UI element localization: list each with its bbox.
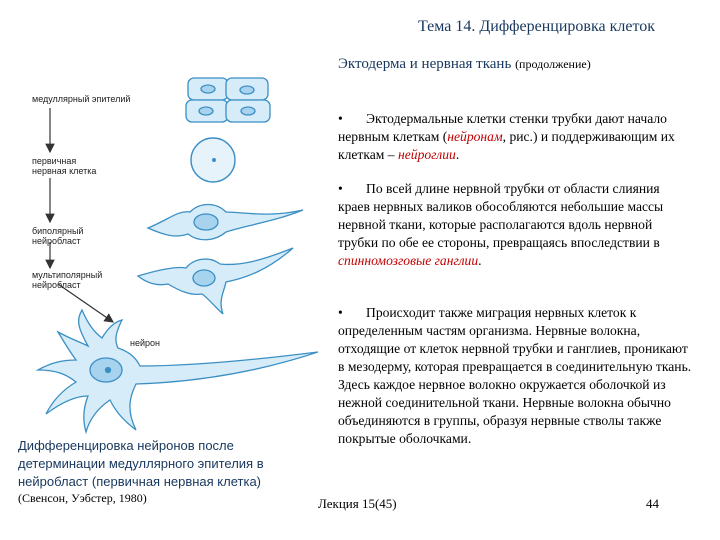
bullet-2 — [338, 180, 693, 270]
mature-neuron — [38, 310, 318, 432]
slide-subtitle — [338, 56, 591, 73]
footer-lecture: Лекция 15(45) — [318, 496, 397, 511]
label-multipolar-2: нейробласт — [32, 280, 81, 290]
bullet-2-text-a: По всей длине нервной трубки от области слияния краев нервных валиков обособляются небольшие массы нервной ткани, которые располагаются вдоль нервной трубки по обе ее стороны, превращаясь впоследствии в — [338, 181, 664, 250]
primary-nerve-cell — [191, 138, 235, 182]
subtitle-main: Эктодерма и нервная ткань — [338, 56, 512, 72]
bullet-1-term-neuroglia: нейроглии — [398, 147, 456, 162]
bullet-1-text-a: Эктодермальные клетки стенки трубки дают начало нервным клеткам ( — [338, 111, 667, 144]
page-number: 44 — [646, 496, 659, 511]
bullet-1 — [338, 110, 693, 164]
label-primary-cell-2: нервная клетка — [32, 166, 97, 176]
bullet-3 — [338, 304, 693, 448]
label-primary-cell-1: первичная — [32, 156, 77, 166]
bullet-marker-3: • — [338, 305, 343, 320]
label-multipolar-1: мультиполярный — [32, 270, 103, 280]
bullet-2-term-ganglia: спинномозговые ганглии — [338, 253, 479, 268]
slide-title: Тема 14. Дифференцировка клеток — [418, 18, 655, 35]
label-neuron: нейрон — [130, 338, 160, 348]
figure-citation: (Свенсон, Уэбстер, 1980) — [18, 491, 147, 505]
label-bipolar-2: нейробласт — [32, 236, 81, 246]
bullet-1-text-c: . — [455, 147, 460, 162]
figure-caption: Дифференцировка нейронов после детерминации медуллярного эпителия в нейробласт (первичная нервная клетка) — [18, 438, 264, 489]
medullary-epithelium-cells — [186, 78, 270, 122]
bullet-1-text-b: , рис.) и поддерживающим их клеткам – — [338, 129, 675, 162]
label-medullary-epithelium: медуллярный эпителий — [32, 94, 131, 104]
bullet-2-text-b: . — [478, 253, 482, 268]
bullet-marker-2: • — [338, 181, 343, 196]
label-bipolar-1: биполярный — [32, 226, 84, 236]
neuron-diagram — [18, 70, 318, 450]
multipolar-neuroblast — [138, 248, 293, 314]
subtitle-note: (продолжение) — [515, 57, 591, 71]
bullet-marker-1: • — [338, 111, 343, 126]
bipolar-neuroblast — [148, 205, 303, 240]
neuron-differentiation-figure — [18, 70, 318, 450]
bullet-3-text: Происходит также миграция нервных клеток к определенным частям организма. Нервные волокна, отходящие от клеток нервной трубки и ганглиев, проникают в мезодерму, которая превращается в соединительную ткань. Здесь каждое нервное волокно окружается оболочкой из нежной соединительной ткани. Нервные волокна обычно объединяются в группы, образуя нервные стволы также покрытые оболочками. — [338, 305, 692, 446]
bullet-1-term-neurons: нейронам — [447, 129, 503, 144]
